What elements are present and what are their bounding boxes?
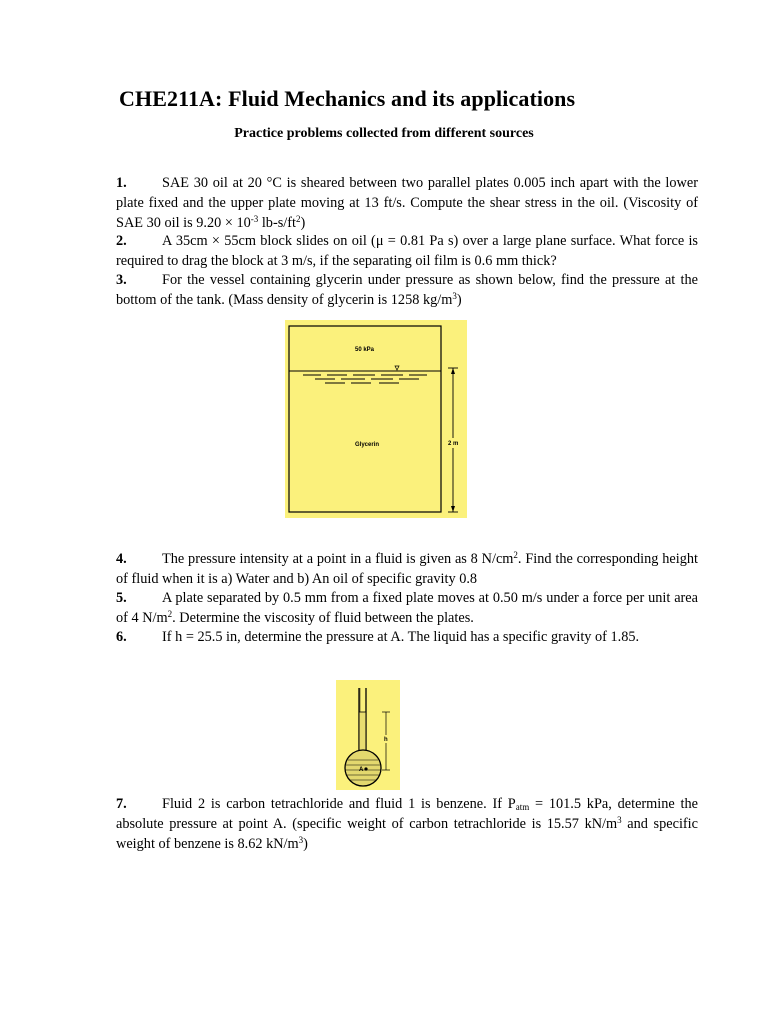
problem-7: 7. Fluid 2 is carbon tetrachloride and fluid 1 is benzene. If $P_{atm} = 101.5$ kPa, determine the absolute pressure at point A. (specific weight of carbon tetrachloride is 15.57 $kN/m^3$ and specific weight of benzene is 8.62 $kN/m^3$)	[116, 796, 699, 852]
bulb-manometer-figure	[336, 680, 400, 790]
pressure-label: 50 kPa	[355, 347, 375, 353]
page-title: CHE211A: Fluid Mechanics and its applications	[119, 86, 576, 111]
problem-6: 6. If h = 25.5 in, determine the pressure at A. The liquid has a specific gravity of 1.85.	[116, 629, 640, 645]
point-a	[364, 767, 367, 770]
problem-number: 2.	[116, 233, 127, 249]
glycerin-tank-figure	[285, 320, 467, 518]
problem-number: 1.	[116, 175, 127, 191]
problem-4: 4. The pressure intensity at a point in a fluid is given as 8 $N/cm^2$. Find the corresponding height of fluid when it is a) Water and b) An oil of specific gravity 0.8	[116, 550, 698, 587]
problem-5: 5. A plate separated by 0.5 mm from a fixed plate moves at 0.50 m/s under a force per unit area of 4 $N/m^2$. Determine the viscosity of fluid between the plates.	[116, 590, 698, 626]
problem-number: 7.	[116, 796, 127, 812]
problem-3: 3. For the vessel containing glycerin under pressure as shown below, find the pressure at the bottom of the tank. (Mass density of glycerin is 1258 $kg/m^3$)	[116, 272, 698, 308]
h-label: h	[384, 737, 388, 743]
height-label: 2 m	[448, 441, 459, 447]
problem-number: 5.	[116, 590, 127, 606]
problem-number: 4.	[116, 551, 127, 567]
problem-number: 6.	[116, 629, 127, 645]
point-a-label: A	[359, 767, 364, 773]
page-subtitle: Practice problems collected from different sources	[234, 126, 534, 141]
problem-number: 3.	[116, 272, 127, 288]
figure-background	[285, 320, 467, 518]
problem-2: 2. A 35cm × 55cm block slides on oil (μ = 0.81 Pa s) over a large plane surface. What force is required to drag the block at 3 m/s, if the separating oil film is 0.6 mm thick?	[116, 233, 698, 269]
problem-1: 1. SAE 30 oil at 20 °C is sheared between two parallel plates 0.005 inch apart with the lower plate fixed and the upper plate moving at 13 ft/s. Compute the shear stress in the oil. (Viscosity of SAE 30 oil is $9.20 \times 10^{-3}$ $lb-s/ft^2$)	[116, 175, 698, 231]
glycerin-label: Glycerin	[355, 442, 380, 448]
